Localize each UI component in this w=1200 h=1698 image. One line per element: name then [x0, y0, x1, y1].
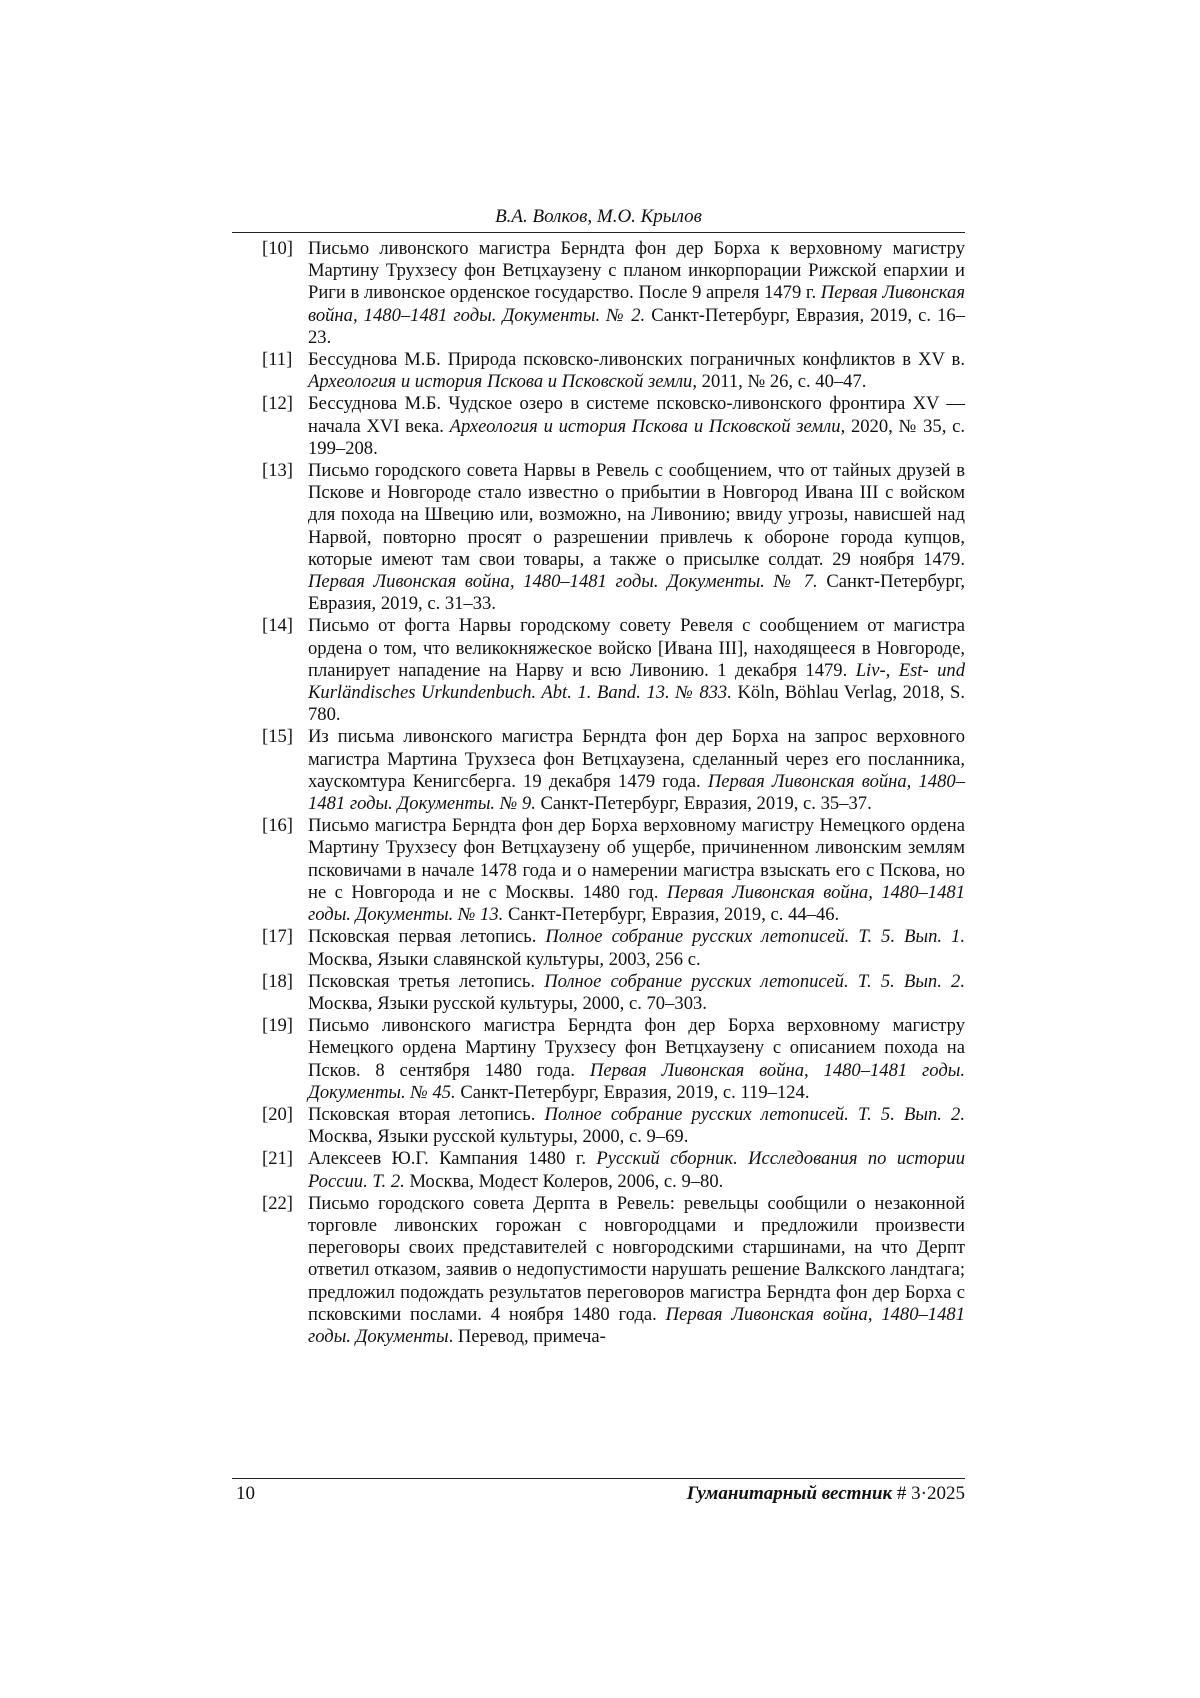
reference-text-segment: Псковская вторая летопись.	[308, 1103, 545, 1125]
reference-source-title: Первая Ливонская война, 1480–1481 годы. Документы. № 45.	[308, 1059, 965, 1103]
running-header-authors: В.А. Волков, М.О. Крылов	[495, 206, 702, 227]
reference-text-segment: Köln, Böhlau Verlag, 2018, S. 780.	[308, 682, 965, 726]
reference-source-title: Полное собрание русских летописей. Т. 5. Вып. 2.	[544, 970, 965, 992]
reference-source-title: Археология и история Пскова и Псковской земли	[308, 371, 693, 393]
reference-text	[308, 815, 965, 926]
reference-text-segment: Бессуднова М.Б. Природа псковско-ливонских пограничных конфликтов в XV в.	[308, 349, 965, 371]
reference-number: [10]	[262, 238, 293, 259]
reference-text	[308, 615, 965, 726]
journal-issue: # 3·2025	[896, 1483, 965, 1504]
reference-text-segment: Из письма ливонского магистра Берндта фон дер Борха на запрос верховного магистра Мартина Трухзеса фон Ветцхаузена, сделанный через его посланника, хаускомтура Кенигсберга. 19 декабря 1479 года.	[308, 726, 965, 792]
reference-text-segment: Москва, Языки славянской культуры, 2003, 256 с.	[308, 948, 701, 970]
reference-text	[308, 1104, 965, 1148]
reference-item	[262, 815, 965, 926]
journal-name: Гуманитарный вестник	[686, 1483, 893, 1504]
reference-text-segment: Санкт-Петербург, Евразия, 2019, с. 44–46.	[503, 904, 840, 926]
reference-item	[262, 349, 965, 393]
reference-text	[308, 1015, 965, 1104]
reference-source-title: Первая Ливонская война, 1480–1481 годы. Документы. № 7.	[308, 571, 818, 593]
reference-number: [11]	[262, 349, 293, 371]
reference-text-segment: Псковская третья летопись.	[308, 970, 545, 992]
reference-number: [17]	[262, 926, 293, 948]
reference-text-segment: Бессуднова М.Б. Чудское озеро в системе псковско-ливонского фронтира XV — начала XVI века.	[308, 393, 965, 437]
reference-text-segment: Письмо ливонского магистра Берндта фон дер Борха к верховному магистру Мартину Трухзесу фон Ветцхаузену с планом инкорпорации Рижской епархии и Риги в ливонское орденское государство. После 9 апреля 1479 г.	[308, 238, 965, 304]
reference-text-segment: Санкт-Петербург, Евразия, 2019, с. 16–23.	[308, 304, 965, 348]
reference-item	[262, 971, 965, 1015]
page-number: 10	[236, 1483, 255, 1504]
reference-number: [22]	[262, 1192, 293, 1214]
reference-item	[262, 926, 965, 970]
reference-text-segment: Письмо ливонского магистра Берндта фон дер Борха верховному магистру Немецкого ордена Мартину Трухзесу фон Ветцхаузену с описанием похода на Псков. 8 сентября 1480 года.	[308, 1015, 965, 1081]
reference-text-segment: Москва, Языки русской культуры, 2000, с. 70–303.	[308, 992, 707, 1014]
reference-text	[308, 1148, 965, 1192]
header-divider	[232, 232, 965, 233]
reference-item	[262, 393, 965, 460]
reference-number: [18]	[262, 970, 293, 992]
reference-text-segment: Письмо городского совета Дерпта в Ревель: ревельцы сообщили о незаконной торговле ливонских горожан с новгородцами и предложили произвести переговоры своих представителей с новгородскими старшинами, на что Дерпт ответил отказом, заявив о недопустимости нарушать решение Валкского ландтага; предложил подождать результатов переговоров магистра Берндта фон дер Борха с псковскими послами. 4 ноября 1480 года.	[308, 1192, 965, 1325]
reference-text-segment: . Перевод, примеча-	[448, 1325, 606, 1347]
reference-text-segment: Письмо городского совета Нарвы в Ревель с сообщением, что от тайных друзей в Пскове и Новгороде стало известно о прибытии в Новгород Ивана III с войском для похода на Швецию или, возможно, на Ливонию; ввиду угрозы, нависшей над Нарвой, повторно просят о разрешении привлечь к обороне города купцов, которые имеют там свои товары, а также о присылке солдат. 29 ноября 1479.	[308, 460, 965, 570]
reference-text	[308, 1193, 965, 1348]
reference-text	[308, 349, 965, 393]
reference-text	[308, 926, 965, 970]
reference-item	[262, 1148, 965, 1192]
reference-text-segment: Псковская первая летопись.	[308, 926, 546, 948]
journal-issue-info	[687, 1482, 965, 1506]
reference-source-title: Полное собрание русских летописей. Т. 5. Вып. 2.	[544, 1103, 965, 1125]
reference-item	[262, 615, 965, 726]
reference-number: [21]	[262, 1148, 293, 1170]
reference-text-segment: Москва, Языки русской культуры, 2000, с. 9–69.	[308, 1126, 689, 1148]
reference-text	[308, 393, 965, 460]
reference-item	[262, 726, 965, 815]
reference-text	[308, 238, 965, 349]
reference-text	[308, 460, 965, 615]
reference-text-segment: Письмо магистра Берндта фон дер Борха верховному магистру Немецкого ордена Мартину Трухзесу фон Ветцхаузену об ущербе, причиненном ливонским землям псковичами в начале 1478 года и о намерении магистра взыскать его с Пскова, но не с Новгорода и не с Москвы. 1480 год.	[308, 815, 965, 903]
reference-item	[262, 460, 965, 615]
reference-number: [15]	[262, 726, 293, 748]
reference-item	[262, 238, 965, 349]
reference-item	[262, 1193, 965, 1348]
footer-divider	[232, 1478, 965, 1479]
reference-text	[308, 726, 965, 815]
reference-text-segment: , 2020, № 35, с. 199–208.	[308, 415, 966, 459]
reference-text-segment: Санкт-Петербург, Евразия, 2019, с. 31–33.	[308, 571, 965, 615]
reference-text-segment: Москва, Модест Колеров, 2006, с. 9–80.	[404, 1170, 724, 1192]
reference-source-title: Первая Ливонская война, 1480–1481 годы. Документы. № 9.	[308, 770, 965, 815]
reference-source-title: Liv-, Est- und Kurländisches Urkundenbuch. Abt. 1. Band. 13. № 833.	[308, 659, 965, 704]
reference-item	[262, 1104, 965, 1148]
reference-text-segment: Алексеев Ю.Г. Кампания 1480 г.	[308, 1148, 597, 1170]
reference-list	[262, 238, 965, 1348]
reference-item	[262, 1015, 965, 1104]
reference-source-title: Русский сборник. Исследования по истории России. Т. 2.	[308, 1148, 965, 1192]
reference-text-segment: Санкт-Петербург, Евразия, 2019, с. 35–37.	[535, 793, 872, 815]
reference-text-segment: , 2011, № 26, с. 40–47.	[692, 371, 867, 393]
reference-number: [13]	[262, 460, 293, 482]
reference-source-title: Полное собрание русских летописей. Т. 5. Вып. 1.	[545, 926, 965, 948]
reference-text-segment: Письмо от фогта Нарвы городскому совету Ревеля с сообщением от магистра ордена о том, что великокняжеское войско [Ивана III], находящееся в Новгороде, планирует нападение на Нарву и всю Ливонию. 1 декабря 1479.	[308, 615, 965, 681]
reference-source-title: Первая Ливонская война, 1480–1481 годы. Документы. № 13.	[308, 881, 965, 926]
reference-text-segment: Санкт-Петербург, Евразия, 2019, с. 119–124.	[455, 1081, 810, 1103]
reference-source-title: Археология и история Пскова и Псковской земли	[449, 415, 841, 437]
reference-number: [16]	[262, 815, 293, 837]
reference-source-title: Первая Ливонская война, 1480–1481 годы. Документы. № 2.	[308, 282, 965, 326]
reference-number: [19]	[262, 1015, 293, 1037]
reference-source-title: Первая Ливонская война, 1480–1481 годы. Документы	[308, 1303, 965, 1347]
reference-number: [14]	[262, 615, 293, 637]
reference-number: [12]	[262, 393, 293, 415]
reference-number: [20]	[262, 1103, 293, 1125]
reference-text	[308, 971, 965, 1015]
